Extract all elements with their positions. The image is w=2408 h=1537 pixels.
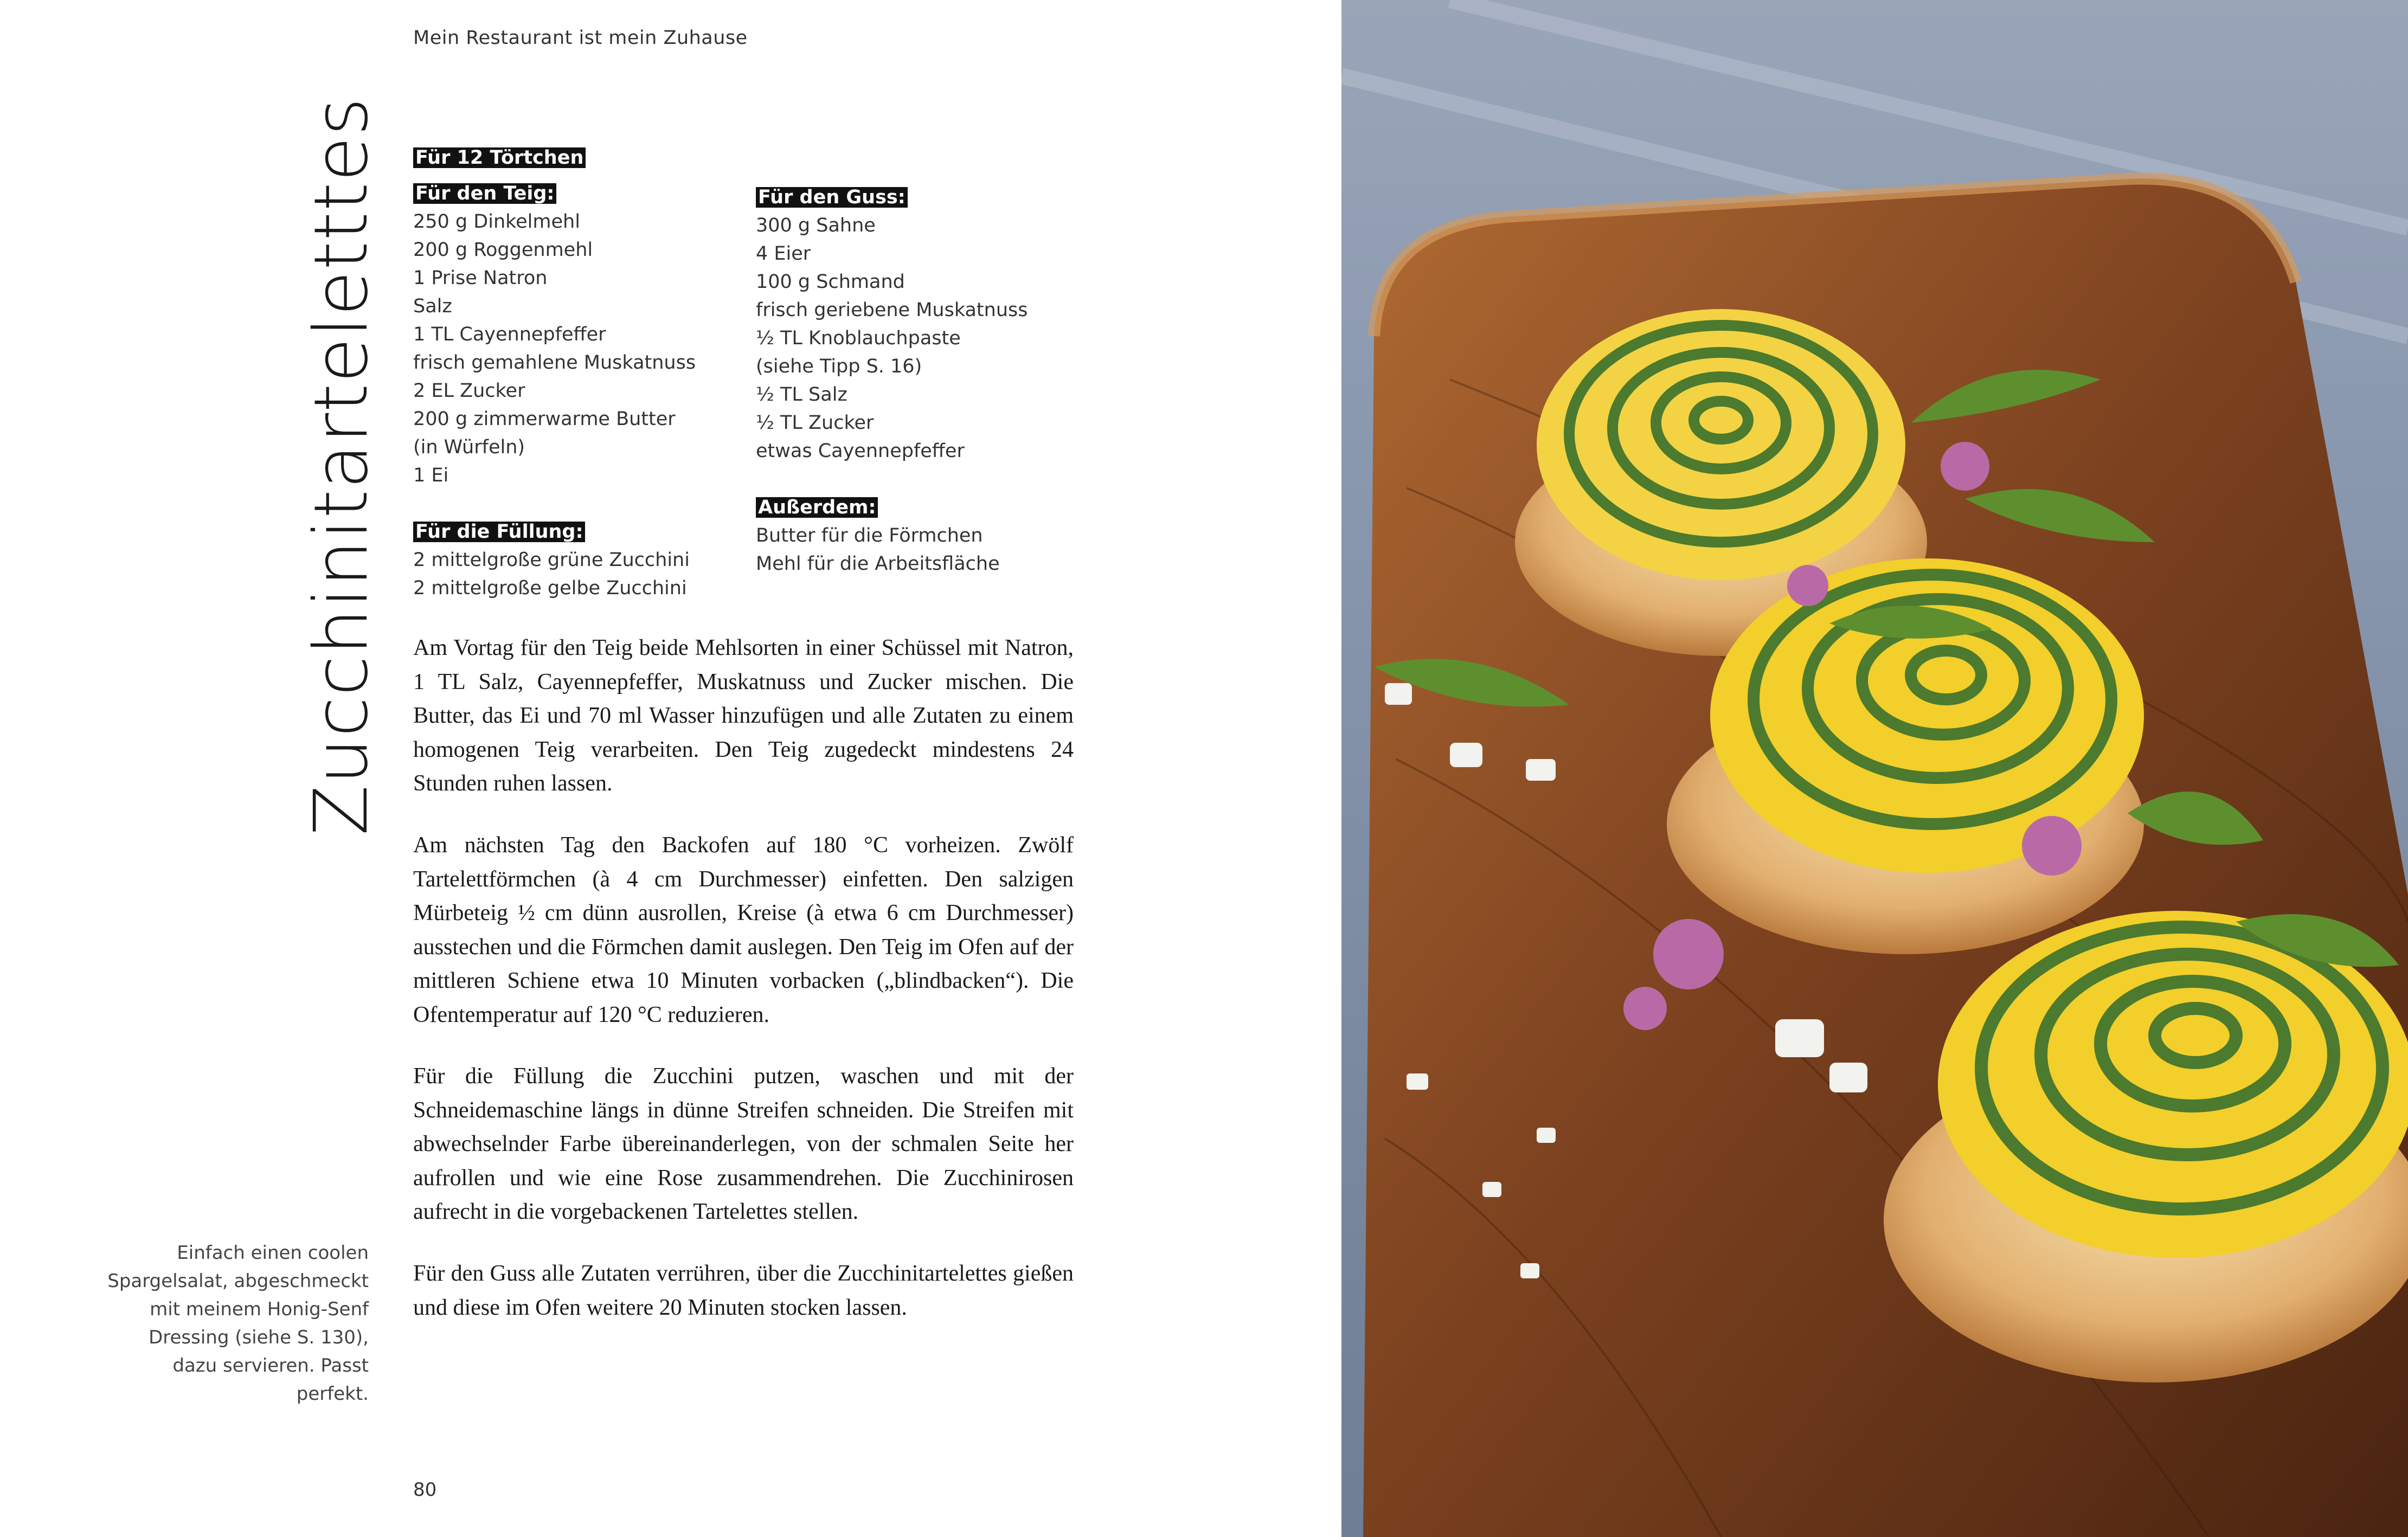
method-paragraph: Für die Füllung die Zucchini putzen, waschen und mit der Schneidemaschine längs in dünne Streifen schneiden. Die Streifen mit abwechselnder Farbe übereinanderlegen, von der schmalen Seite her aufrollen und wie eine Rose zusammendrehen. Die Zucchinirosen aufrecht in die vorgebackenen Tartelettes stellen. [413, 1064, 1074, 1224]
ingredient-item: Butter für die Förmchen [756, 525, 983, 546]
custard-list [756, 211, 1028, 465]
page-number: 80 [413, 1479, 437, 1501]
ingredient-item: frisch gemahlene Muskatnuss [413, 352, 696, 374]
method-paragraph: Für den Guss alle Zutaten verrühren, über die Zucchinitartelettes gießen und diese im Ofen weitere 20 Minuten stocken lassen. [413, 1261, 1074, 1320]
ingredient-item: etwas Cayennepfeffer [756, 440, 965, 462]
ingredient-item: (siehe Tipp S. 16) [756, 356, 922, 377]
ingredient-item: ½ TL Zucker [756, 412, 874, 434]
ingredient-item: frisch geriebene Muskatnuss [756, 299, 1028, 321]
yield-label: Für 12 Törtchen [413, 147, 586, 168]
ingredient-item: 1 Ei [413, 465, 449, 486]
filling-list [413, 546, 696, 602]
ingredient-item: 250 g Dinkelmehl [413, 211, 580, 233]
extra-heading: Außerdem: [756, 497, 878, 518]
ingredient-item: (in Würfeln) [413, 436, 525, 458]
serving-tip: Einfach einen coolen Spargelsalat, abgeschmeckt mit meinem Honig-Senf Dressing (siehe S. 130), dazu servieren. Passt perfekt. [107, 1242, 369, 1405]
food-photo [1341, 0, 2408, 1537]
ingredient-item: Mehl für die Arbeitsfläche [756, 553, 1000, 575]
ingredient-item: 200 g zimmerwarme Butter [413, 408, 676, 430]
ingredient-item: 2 mittelgroße grüne Zucchini [413, 549, 690, 571]
ingredient-item: 2 mittelgroße gelbe Zucchini [413, 577, 687, 599]
ingredients-left-column [413, 144, 696, 602]
method-paragraph: Am Vortag für den Teig beide Mehlsorten in einer Schüssel mit Natron, 1 TL Salz, Cayennepfeffer, Muskatnuss und Zucker mischen. Die Butter, das Ei und 70 ml Wasser hinzufügen und alle Zutaten zu einem homogenen Teig verarbeiten. Den Teig zugedeckt mindestens 24 Stunden ruhen lassen. [413, 635, 1074, 796]
ingredient-item: 300 g Sahne [756, 215, 876, 236]
recipe-title-text: Zucchinitarteletttes [299, 97, 384, 836]
ingredient-item: 2 EL Zucker [413, 380, 525, 402]
ingredient-item: Salz [413, 295, 452, 317]
recipe-title [299, 97, 384, 836]
tartelettes-photo [1341, 0, 2408, 1537]
ingredient-item: ½ TL Salz [756, 384, 847, 406]
dough-list [413, 208, 696, 490]
dough-heading: Für den Teig: [413, 183, 556, 204]
ingredient-item: 1 TL Cayennepfeffer [413, 324, 606, 345]
running-head: Mein Restaurant ist mein Zuhause [413, 27, 748, 49]
ingredient-item: ½ TL Knoblauchpaste [756, 327, 961, 349]
filling-heading: Für die Füllung: [413, 522, 585, 542]
extra-list [756, 522, 1028, 578]
ingredients-right-column [756, 183, 1028, 578]
custard-heading: Für den Guss: [756, 187, 908, 208]
ingredient-item: 100 g Schmand [756, 271, 905, 293]
ingredient-item: 200 g Roggenmehl [413, 239, 593, 261]
method-paragraph: Am nächsten Tag den Backofen auf 180 °C vorheizen. Zwölf Tartelettförmchen (à 4 cm Durchmesser) einfetten. Den salzigen Mürbeteig ½ cm dünn ausrollen, Kreise (à etwa 6 cm Durchmesser) ausstechen und die Förmchen damit auslegen. Den Teig im Ofen auf der mittleren Schiene etwa 10 Minuten vorbacken („blindbacken“). Die Ofentemperatur auf 120 °C reduzieren. [413, 833, 1074, 1027]
ingredient-item: 4 Eier [756, 243, 811, 265]
ingredient-item: 1 Prise Natron [413, 267, 548, 289]
